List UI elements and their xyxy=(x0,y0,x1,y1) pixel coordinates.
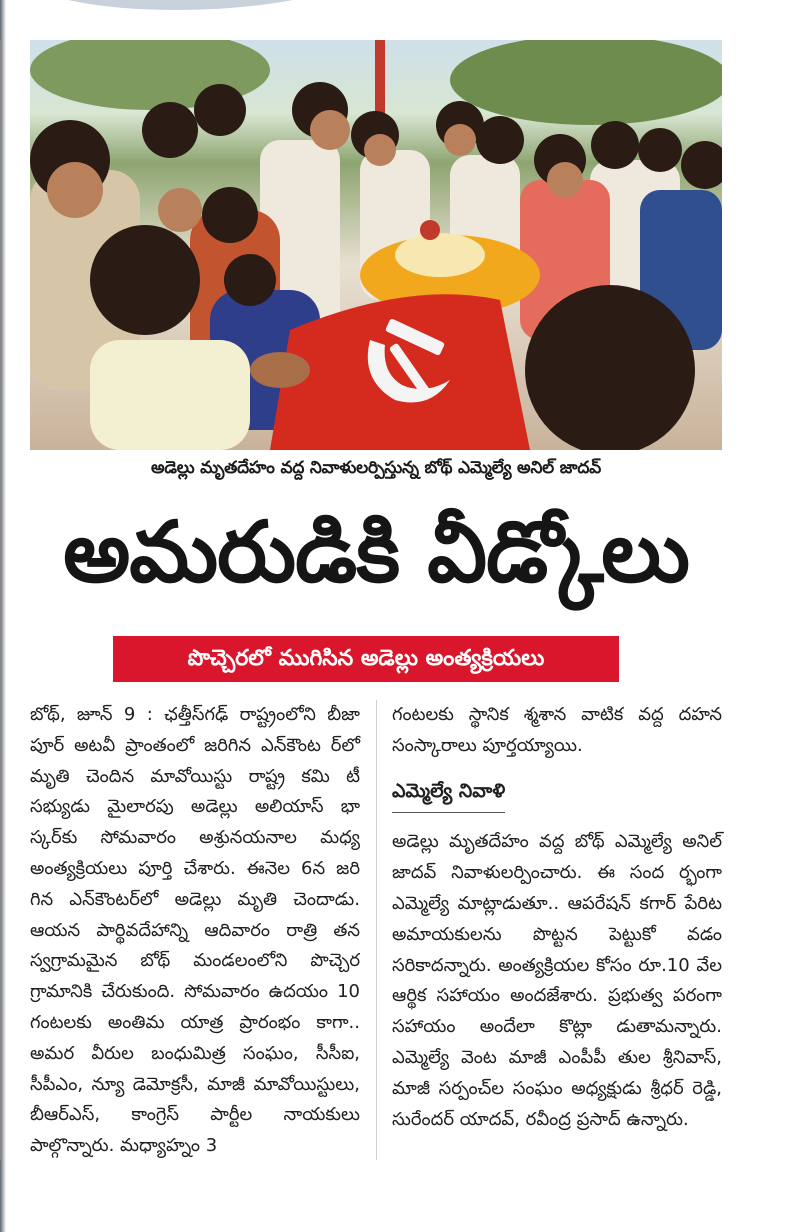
column-separator xyxy=(376,700,377,1160)
article-right-body: అడెల్లు మృతదేహం వద్ద బోథ్ ఎమ్మెల్యే అనిల్ జాదవ్ నివాళులర్పించారు. ఈ సంద ర్భంగా ఎమ్మెల్యే మాట్లాడుతూ.. ఆపరేషన్ కగార్ పేరిట అమాయకులను పొట్టన పెట్టుకో వడం సరికాదన్నారు. అంత్యక్రియల కోసం రూ.10 వేల ఆర్థిక సహాయం అందజేశారు. ప్రభుత్వ పరంగా సహాయం అందేలా కొట్లా డుతామన్నారు. ఎమ్మెల్యే వెంట మాజీ ఎంపీపీ తుల శ్రీనివాస్, మాజీ సర్పంచ్‌ల సంఘం అధ్యక్షుడు శ్రీధర్ రెడ్డి, సురేందర్ యాదవ్, రవీంద్ర ప్రసాద్ ఉన్నారు. xyxy=(392,831,722,1130)
article-subhead: ఎమ్మెల్యే నివాళి xyxy=(392,776,505,814)
funeral-procession-photo xyxy=(30,40,722,450)
article-left-column xyxy=(30,700,360,1162)
article-right-intro: గంటలకు స్థానిక శ్మశాన వాటిక వద్ద దహన సంస్కారాలు పూర్తయ్యాయి. xyxy=(392,704,722,756)
article-left-text: బోథ్, జూన్ 9 : ఛత్తీస్‌గఢ్ రాష్ట్రంలోని బీజా పూర్ అటవీ ప్రాంతంలో జరిగిన ఎన్‌కౌంట ర్‌లో మృతి చెందిన మావోయిస్టు రాష్ట్ర కమి టీ సభ్యుడు మైలారపు అడెల్లు అలియాస్ భా స్కర్‌కు సోమవారం అశ్రునయనాల మధ్య అంత్యక్రియలు పూర్తి చేశారు. ఈనెల 6న జరి గిన ఎన్‌కౌంటర్‌లో అడెల్లు మృతి చెందాడు. ఆయన పార్థివదేహాన్ని ఆదివారం రాత్రి తన స్వగ్రామమైన బోథ్ మండలంలోని పొచ్చెర గ్రామానికి చేరుకుంది. సోమవారం ఉదయం 10 గంటలకు అంతిమ యాత్ర ప్రారంభం కాగా.. అమర వీరుల బంధుమిత్ర సంఘం, సీసీఐ, సీపీఎం, న్యూ డెమోక్రసీ, మాజీ మావోయిస్టులు, బీఆర్‌ఎస్, కాంగ్రెస్ పార్టీల నాయకులు పాల్గొన్నారు. మధ్యాహ్నం 3 xyxy=(30,704,360,1157)
article-right-column xyxy=(392,700,722,1135)
headline: అమరుడికి వీడ్కోలు xyxy=(63,503,689,601)
top-decoration xyxy=(0,0,800,14)
news-photo xyxy=(30,40,722,450)
photo-caption: అడెల్లు మృతదేహం వద్ద నివాళులర్పిస్తున్న బోథ్ ఎమ్మెల్యే అనిల్ జాదవ్ xyxy=(150,458,602,478)
left-column-rule xyxy=(0,40,2,1160)
subheadline-banner: పొచ్చెరలో ముగిసిన అడెల్లు అంత్యక్రియలు xyxy=(113,636,619,682)
